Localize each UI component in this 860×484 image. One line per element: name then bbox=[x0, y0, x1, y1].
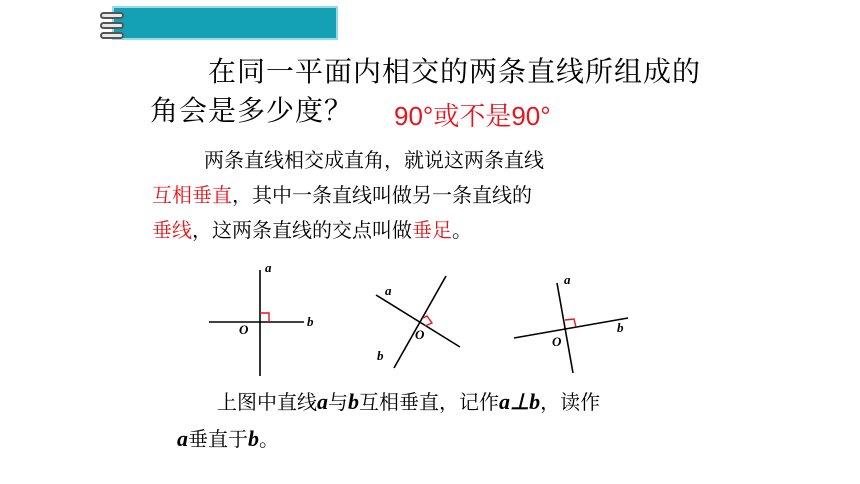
conclusion-text: ，读作 bbox=[540, 390, 601, 414]
label-a: a bbox=[385, 283, 392, 298]
right-angle-mark bbox=[565, 319, 576, 327]
conclusion-line-2 bbox=[177, 423, 279, 452]
question-line-1: 在同一平面内相交的两条直线所组成的 bbox=[208, 55, 702, 88]
label-o: O bbox=[552, 334, 562, 349]
question-line-2: 角会是多少度？ bbox=[150, 94, 354, 127]
answer-text: 90°或不是90° bbox=[394, 101, 551, 131]
definition-line-1: 两条直线相交成直角，就说这两条直线 bbox=[204, 148, 544, 172]
perpendicular-notation: a⊥b bbox=[499, 389, 541, 414]
label-o: O bbox=[239, 322, 249, 337]
symbol-b: b bbox=[248, 426, 259, 451]
symbol-a: a bbox=[177, 426, 188, 451]
diagram-2 bbox=[376, 276, 460, 368]
term-perpendicular-line: 垂线 bbox=[152, 218, 192, 242]
label-a: a bbox=[265, 260, 272, 275]
conclusion-text: 垂直于 bbox=[188, 427, 248, 451]
definition-line-2-rest: ，其中一条直线叫做另一条直线的 bbox=[232, 183, 532, 207]
definition-line-3-mid: ，这两条直线的交点叫做 bbox=[192, 218, 412, 242]
symbol-b: b bbox=[348, 389, 359, 414]
diagram-1 bbox=[209, 260, 314, 376]
diagram-3 bbox=[514, 272, 628, 373]
conclusion-text: 互相垂直，记作 bbox=[359, 390, 499, 414]
label-b: b bbox=[307, 314, 314, 329]
label-a: a bbox=[564, 272, 571, 287]
conclusion-text: 。 bbox=[259, 427, 279, 451]
line-b bbox=[514, 318, 628, 338]
right-angle-mark bbox=[260, 313, 269, 322]
label-b: b bbox=[617, 320, 624, 335]
symbol-a: a bbox=[317, 389, 328, 414]
conclusion-text: 上图中直线 bbox=[217, 390, 317, 414]
conclusion-text: 与 bbox=[328, 390, 348, 414]
line-a bbox=[394, 276, 446, 368]
label-o: O bbox=[415, 327, 425, 342]
definition-line-3-end: 。 bbox=[452, 218, 472, 242]
conclusion-line-1 bbox=[217, 386, 600, 415]
term-perpendicular: 互相垂直 bbox=[152, 183, 232, 207]
term-foot: 垂足 bbox=[412, 218, 452, 242]
label-b: b bbox=[377, 348, 384, 363]
